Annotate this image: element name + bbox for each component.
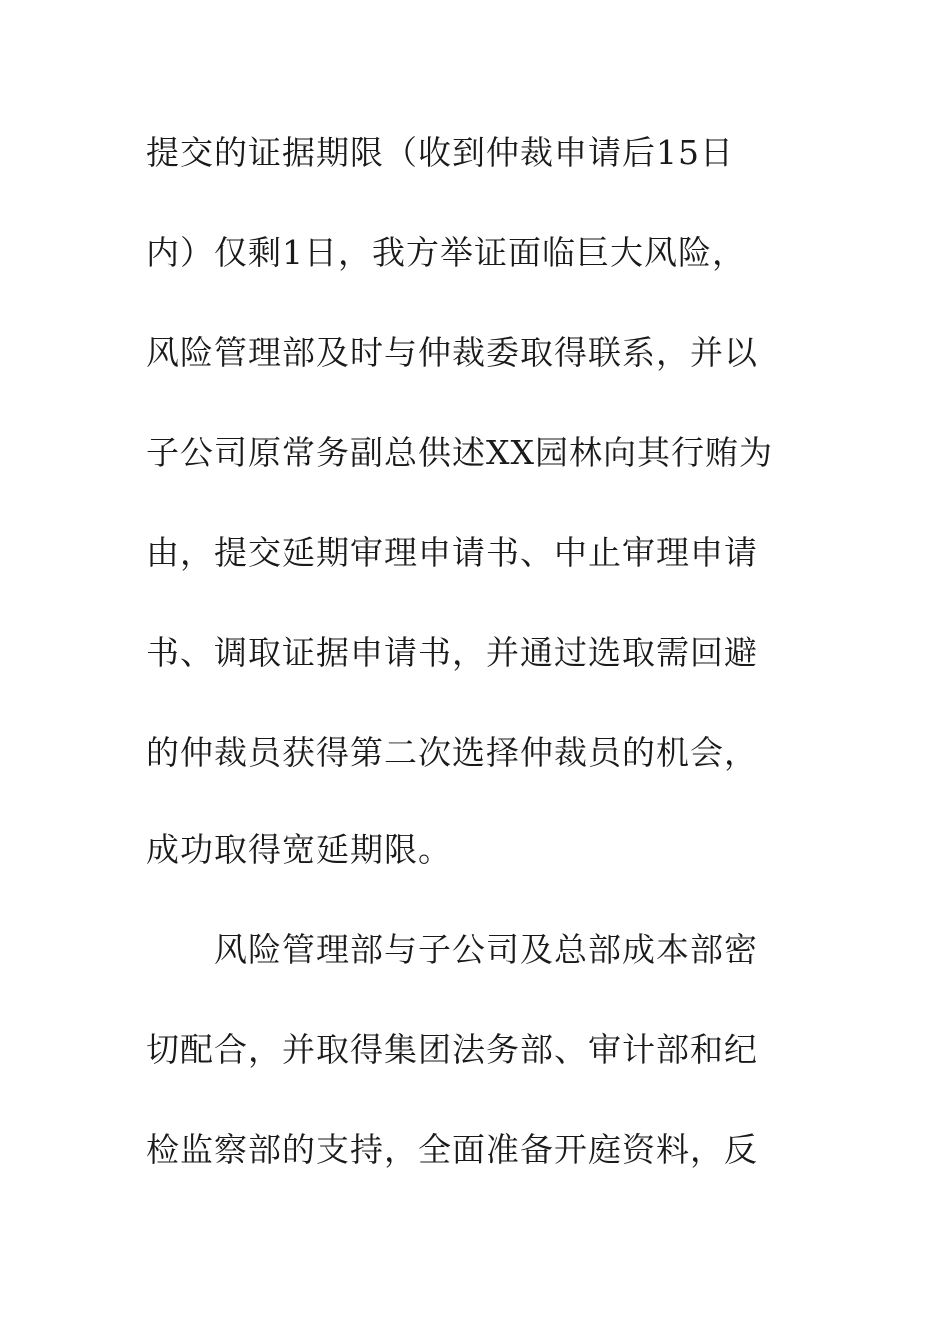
text-line: 提交的证据期限（收到仲裁申请后15日 [146,133,734,172]
paragraph-first-line: 风险管理部与子公司及总部成本部密 [214,930,758,969]
text-line: 子公司原常务副总供述XX园林向其行贿为 [146,433,773,472]
text-line: 成功取得宽延期限。 [146,830,452,869]
text-line: 检监察部的支持，全面准备开庭资料，反 [146,1130,758,1169]
text-line: 切配合，并取得集团法务部、审计部和纪 [146,1030,758,1069]
text-line: 书、调取证据申请书，并通过选取需回避 [146,633,758,672]
text-line: 由，提交延期审理申请书、中止审理申请 [146,533,758,572]
text-line: 的仲裁员获得第二次选择仲裁员的机会， [146,733,758,772]
text-line: 内）仅剩1日，我方举证面临巨大风险， [146,233,746,272]
text-line: 风险管理部及时与仲裁委取得联系，并以 [146,333,758,372]
